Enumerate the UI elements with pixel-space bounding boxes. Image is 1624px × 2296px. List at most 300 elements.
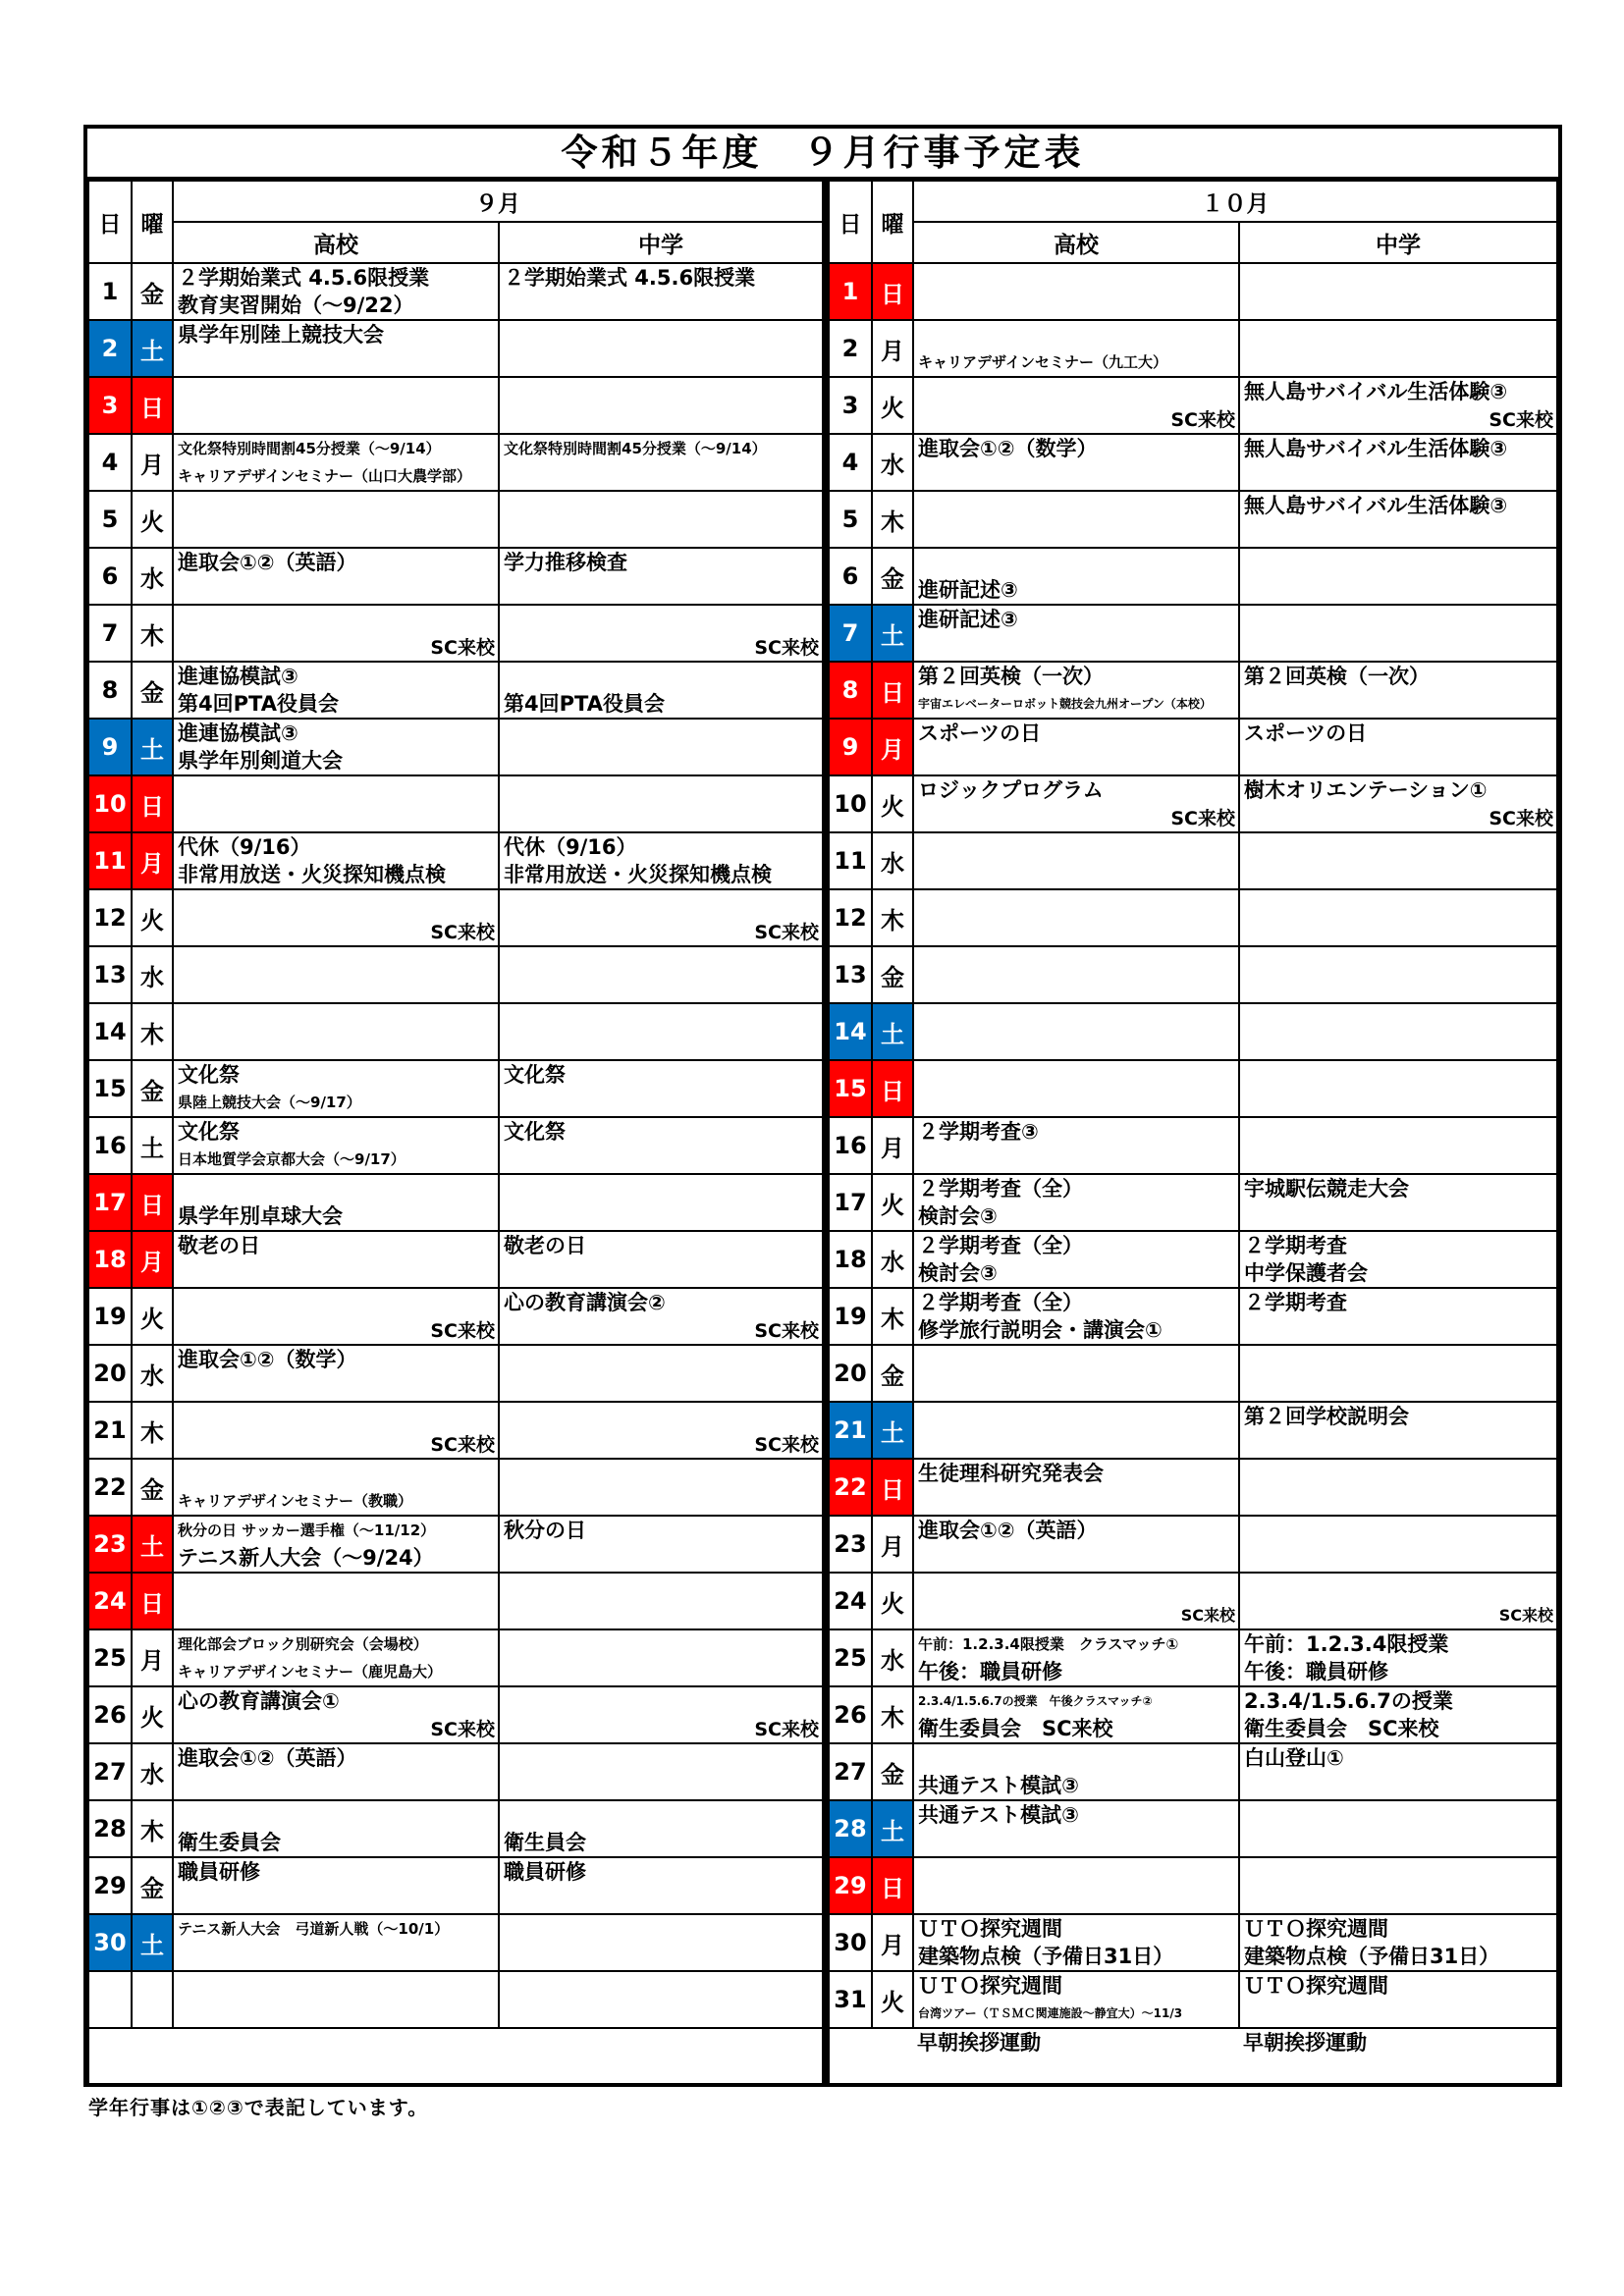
day-of-week: 木 [872, 1686, 913, 1743]
high-school-events [173, 491, 499, 548]
high-school-cell [914, 1118, 1238, 1173]
day-number: 2 [829, 320, 872, 377]
high-school-events [913, 1914, 1239, 1971]
middle-school-cell [1240, 492, 1556, 547]
day-of-week: 金 [872, 1743, 913, 1800]
day-of-week: 日 [132, 1174, 173, 1231]
event-line-2: 衛生委員会 [178, 1831, 281, 1854]
high-school-cell [174, 1517, 498, 1572]
event-line-1: 進取会①②（数学） [178, 1348, 357, 1371]
day-of-week: 金 [872, 946, 913, 1003]
schedule-sheet [83, 125, 1562, 2087]
day-of-week: 金 [132, 1459, 173, 1516]
high-school-cell [914, 1744, 1238, 1799]
day-number: 29 [88, 1857, 132, 1914]
sc-visit-label: SC来校 [1170, 808, 1235, 829]
high-school-cell [174, 549, 498, 604]
middle-school-events [499, 1629, 823, 1686]
day-number: 6 [88, 548, 132, 605]
event-line-1: 無人島サバイバル生活体験③ [1244, 380, 1508, 403]
high-school-header: 高校 [913, 222, 1239, 263]
sc-visit-label: SC来校 [754, 1434, 819, 1456]
middle-school-cell [1240, 378, 1556, 433]
day-number: 4 [88, 434, 132, 491]
table-row [829, 1345, 1557, 1402]
event-line-2: 建築物点検（予備日31日） [918, 1945, 1174, 1968]
day-of-week: 金 [132, 662, 173, 719]
table-row [829, 1857, 1557, 1914]
day-number: 28 [829, 1800, 872, 1857]
day-number: 19 [88, 1288, 132, 1345]
middle-school-events [1239, 605, 1557, 662]
middle-school-cell [1240, 1687, 1556, 1742]
high-school-events [913, 377, 1239, 434]
day-of-week: 土 [132, 320, 173, 377]
day-of-week: 木 [872, 1288, 913, 1345]
event-line-1: ＵＴＯ探究週間 [918, 1974, 1062, 1998]
table-row [88, 1914, 823, 1971]
high-school-events [913, 1629, 1239, 1686]
high-school-cell [914, 890, 1238, 945]
high-school-events [913, 1686, 1239, 1743]
high-school-cell [174, 1346, 498, 1401]
high-school-cell [174, 1858, 498, 1913]
day-number: 28 [88, 1800, 132, 1857]
footer-row [88, 2028, 823, 2085]
day-number: 1 [829, 263, 872, 320]
table-row [88, 1060, 823, 1117]
event-line-2: 非常用放送・火災探知機点検 [504, 863, 772, 886]
high-school-events [913, 946, 1239, 1003]
event-line-1: 文化祭特別時間割45分授業（～9/14） [178, 440, 441, 457]
day-of-week: 金 [132, 1060, 173, 1117]
table-row [829, 1174, 1557, 1231]
day-of-week: 月 [132, 1231, 173, 1288]
middle-school-cell [1240, 264, 1556, 319]
table-row [829, 832, 1557, 889]
table-row [829, 889, 1557, 946]
day-of-week: 日 [872, 662, 913, 719]
footnote: 学年行事は①②③で表記しています。 [88, 2096, 429, 2119]
high-school-events [173, 377, 499, 434]
event-line-2: 午後：職員研修 [918, 1660, 1062, 1683]
month-header: １０月 [913, 181, 1557, 222]
table-row [88, 1459, 823, 1516]
high-school-events [173, 1800, 499, 1857]
table-row [829, 1459, 1557, 1516]
middle-school-events [499, 605, 823, 662]
day-number: 10 [88, 775, 132, 832]
table-row [88, 1629, 823, 1686]
high-school-cell [174, 1460, 498, 1515]
middle-school-cell [500, 720, 822, 774]
event-line-1: 無人島サバイバル生活体験③ [1244, 494, 1508, 517]
middle-school-events [499, 1288, 823, 1345]
day-number: 12 [88, 889, 132, 946]
high-school-cell [914, 264, 1238, 319]
middle-school-cell [500, 1630, 822, 1685]
event-line-1: 2.3.4/1.5.6.7の授業 午後クラスマッチ② [918, 1694, 1153, 1708]
middle-school-events [499, 1345, 823, 1402]
table-row [88, 1857, 823, 1914]
day-of-week: 土 [132, 1516, 173, 1573]
table-row [829, 1971, 1557, 2028]
high-school-cell [914, 1687, 1238, 1742]
table-row [829, 377, 1557, 434]
day-of-week: 火 [132, 889, 173, 946]
day-number: 16 [88, 1117, 132, 1174]
middle-school-cell [1240, 1858, 1556, 1913]
high-school-cell [174, 1004, 498, 1059]
september-table [87, 180, 824, 2086]
table-row [829, 1743, 1557, 1800]
day-number: 7 [829, 605, 872, 662]
table-row [829, 1288, 1557, 1345]
table-row [88, 1402, 823, 1459]
table-row [829, 263, 1557, 320]
high-school-cell [914, 663, 1238, 718]
sc-visit-label: SC来校 [1170, 409, 1235, 431]
middle-school-cell [500, 1687, 822, 1742]
middle-school-events [1239, 434, 1557, 491]
high-school-events [173, 320, 499, 377]
day-of-week: 土 [872, 1003, 913, 1060]
middle-school-cell [500, 1915, 822, 1970]
footer-high-school [173, 2028, 499, 2085]
middle-school-cell [1240, 947, 1556, 1002]
table-row [88, 548, 823, 605]
table-row [829, 434, 1557, 491]
event-line-2: 日本地質学会京都大会（～9/17） [178, 1150, 406, 1168]
table-row [88, 946, 823, 1003]
table-row [88, 1971, 823, 2028]
middle-school-cell [1240, 1460, 1556, 1515]
middle-school-events [1239, 377, 1557, 434]
high-school-cell [174, 1915, 498, 1970]
event-line-2: 衛生委員会 SC来校 [1244, 1717, 1439, 1740]
high-school-cell [914, 1232, 1238, 1287]
high-school-events [173, 832, 499, 889]
event-line-1: 宇城駅伝競走大会 [1244, 1177, 1409, 1201]
middle-school-cell [1240, 1403, 1556, 1458]
middle-school-events [1239, 1800, 1557, 1857]
day-number: 13 [88, 946, 132, 1003]
high-school-cell [914, 1574, 1238, 1629]
day-number: 14 [88, 1003, 132, 1060]
day-of-week: 火 [132, 1686, 173, 1743]
sc-visit-label: SC来校 [430, 922, 495, 943]
day-number: 23 [829, 1516, 872, 1573]
high-school-events [173, 263, 499, 320]
high-school-cell [914, 492, 1238, 547]
middle-school-cell [500, 1972, 822, 2027]
event-line-1: 代休（9/16） [504, 835, 637, 859]
middle-school-events [1239, 1231, 1557, 1288]
high-school-events [913, 1231, 1239, 1288]
day-number: 3 [829, 377, 872, 434]
day-number: 22 [829, 1459, 872, 1516]
middle-school-cell [500, 1232, 822, 1287]
event-line-1: テニス新人大会 弓道新人戦（～10/1） [178, 1920, 450, 1938]
event-line-1: 第２回学校説明会 [1244, 1405, 1409, 1428]
middle-school-cell [500, 1061, 822, 1116]
high-school-events [913, 491, 1239, 548]
event-line-1: 生徒理科研究発表会 [918, 1462, 1104, 1485]
sc-visit-label: SC来校 [430, 1320, 495, 1342]
middle-school-cell [1240, 1346, 1556, 1401]
table-row [88, 719, 823, 775]
day-number: 15 [829, 1060, 872, 1117]
day-of-week: 木 [872, 889, 913, 946]
middle-school-cell [500, 1460, 822, 1515]
middle-school-events [1239, 1459, 1557, 1516]
high-school-events [913, 1459, 1239, 1516]
day-of-week: 土 [872, 605, 913, 662]
event-line-1: 秋分の日 [504, 1519, 586, 1542]
high-school-events [173, 1857, 499, 1914]
day-of-week: 木 [132, 1800, 173, 1857]
high-school-events [913, 1003, 1239, 1060]
table-row [88, 662, 823, 719]
day-number: 9 [829, 719, 872, 775]
middle-school-events [499, 719, 823, 775]
day-of-week: 火 [872, 1573, 913, 1629]
day-header: 日 [829, 181, 872, 263]
footer-high-school-text: 早朝挨拶運動 [917, 2031, 1041, 2055]
event-line-2: 進研記述③ [918, 578, 1018, 602]
table-row [88, 775, 823, 832]
middle-school-events [499, 832, 823, 889]
high-school-cell [914, 1460, 1238, 1515]
event-line-1: 午前：1.2.3.4限授業 [1244, 1632, 1449, 1656]
sc-visit-label: SC来校 [754, 1719, 819, 1740]
middle-school-events [499, 1516, 823, 1573]
day-of-week: 木 [132, 605, 173, 662]
middle-school-events [499, 1573, 823, 1629]
high-school-cell [174, 264, 498, 319]
day-number: 22 [88, 1459, 132, 1516]
event-line-1: 敬老の日 [178, 1234, 260, 1257]
high-school-cell [914, 833, 1238, 888]
middle-school-events [1239, 1686, 1557, 1743]
day-number [88, 1971, 132, 2028]
middle-school-cell [1240, 663, 1556, 718]
middle-school-cell [1240, 833, 1556, 888]
middle-school-cell [500, 1574, 822, 1629]
day-of-week: 日 [872, 1857, 913, 1914]
high-school-cell [914, 1004, 1238, 1059]
high-school-cell [914, 947, 1238, 1002]
event-line-1: 職員研修 [504, 1860, 586, 1884]
day-number: 18 [829, 1231, 872, 1288]
day-number: 11 [88, 832, 132, 889]
day-of-week: 月 [132, 434, 173, 491]
high-school-events [913, 263, 1239, 320]
high-school-events [173, 1686, 499, 1743]
event-line-1: ２学期考査（全） [918, 1291, 1083, 1314]
event-line-1: 進連協模試③ [178, 665, 298, 688]
high-school-events [173, 889, 499, 946]
event-line-1: 敬老の日 [504, 1234, 586, 1257]
high-school-cell [914, 1061, 1238, 1116]
event-line-1: 無人島サバイバル生活体験③ [1244, 437, 1508, 460]
middle-school-cell [500, 1517, 822, 1572]
event-line-2: 第4回PTA役員会 [178, 692, 339, 716]
middle-school-events [499, 434, 823, 491]
middle-school-events [1239, 1345, 1557, 1402]
high-school-cell [174, 606, 498, 661]
sc-visit-label: SC来校 [430, 1434, 495, 1456]
middle-school-cell [500, 1004, 822, 1059]
sc-visit-label: SC来校 [754, 1320, 819, 1342]
sc-visit-label: SC来校 [430, 637, 495, 659]
high-school-events [173, 1573, 499, 1629]
day-of-week: 水 [132, 548, 173, 605]
table-row [829, 1117, 1557, 1174]
event-line-1: 学力推移検査 [504, 551, 627, 574]
table-row [829, 1231, 1557, 1288]
event-line-1: ２学期考査（全） [918, 1234, 1083, 1257]
high-school-cell [174, 1118, 498, 1173]
event-line-2: 衛生委員会 SC来校 [918, 1717, 1113, 1740]
table-row [88, 1345, 823, 1402]
day-of-week [132, 1971, 173, 2028]
high-school-cell [914, 549, 1238, 604]
table-row [829, 548, 1557, 605]
middle-school-events [499, 263, 823, 320]
middle-school-events [1239, 548, 1557, 605]
day-of-week: 火 [872, 775, 913, 832]
day-number: 25 [88, 1629, 132, 1686]
day-of-week: 土 [132, 1117, 173, 1174]
middle-school-cell [500, 776, 822, 831]
middle-school-events [499, 377, 823, 434]
day-of-week: 火 [872, 1971, 913, 2028]
day-number: 4 [829, 434, 872, 491]
high-school-cell [914, 1801, 1238, 1856]
high-school-cell [914, 378, 1238, 433]
table-row [88, 1743, 823, 1800]
high-school-cell [174, 492, 498, 547]
middle-school-events [499, 1060, 823, 1117]
table-row [829, 1686, 1557, 1743]
day-of-week: 日 [132, 377, 173, 434]
high-school-cell [174, 435, 498, 490]
sc-visit-label: SC来校 [1180, 1606, 1235, 1625]
event-line-2: 共通テスト模試③ [918, 1774, 1079, 1797]
event-line-1: ＵＴＯ探究週間 [1244, 1917, 1388, 1941]
high-school-cell [914, 776, 1238, 831]
middle-school-events [1239, 889, 1557, 946]
high-school-cell [174, 720, 498, 774]
high-school-events [913, 775, 1239, 832]
middle-school-cell [500, 947, 822, 1002]
high-school-cell [174, 1687, 498, 1742]
table-row [829, 1573, 1557, 1629]
table-row [829, 1060, 1557, 1117]
middle-school-cell [500, 1403, 822, 1458]
table-row [88, 377, 823, 434]
day-header: 日 [88, 181, 132, 263]
event-line-1: 進取会①②（英語） [918, 1519, 1098, 1542]
table-row [88, 434, 823, 491]
event-line-1: ロジックプログラム [918, 778, 1104, 802]
day-number: 7 [88, 605, 132, 662]
day-of-week: 日 [872, 1459, 913, 1516]
middle-school-cell [1240, 606, 1556, 661]
high-school-events [173, 1516, 499, 1573]
middle-school-events [1239, 1003, 1557, 1060]
high-school-events [913, 719, 1239, 775]
middle-school-cell [500, 378, 822, 433]
day-number: 30 [88, 1914, 132, 1971]
table-row [88, 1516, 823, 1573]
day-of-week: 火 [872, 1174, 913, 1231]
table-row [88, 605, 823, 662]
middle-school-events [1239, 320, 1557, 377]
table-row [88, 491, 823, 548]
table-row [88, 1003, 823, 1060]
day-number: 23 [88, 1516, 132, 1573]
table-row [88, 1117, 823, 1174]
event-line-2: 教育実習開始（～9/22） [178, 294, 414, 317]
day-number: 5 [829, 491, 872, 548]
high-school-cell [914, 1630, 1238, 1685]
high-school-cell [174, 890, 498, 945]
high-school-events [913, 1117, 1239, 1174]
day-of-week: 月 [872, 1117, 913, 1174]
high-school-events [173, 1971, 499, 2028]
event-line-1: 文化祭 [504, 1063, 566, 1087]
high-school-events [173, 1231, 499, 1288]
day-number: 6 [829, 548, 872, 605]
day-of-week: 月 [872, 719, 913, 775]
day-number: 15 [88, 1060, 132, 1117]
day-of-week: 水 [872, 1629, 913, 1686]
october-section [828, 180, 1558, 2087]
day-of-week: 火 [872, 377, 913, 434]
middle-school-events [1239, 1288, 1557, 1345]
middle-school-events [1239, 1402, 1557, 1459]
middle-school-cell [500, 1801, 822, 1856]
day-of-week: 土 [872, 1402, 913, 1459]
event-line-2: キャリアデザインセミナー（教職） [178, 1492, 412, 1510]
middle-school-cell [500, 264, 822, 319]
day-number: 14 [829, 1003, 872, 1060]
september-section [87, 180, 828, 2087]
middle-school-cell [500, 1289, 822, 1344]
event-line-1: ２学期始業式 4.5.6限授業 [504, 266, 756, 290]
event-line-2: キャリアデザインセミナー（山口大農学部） [178, 467, 471, 485]
high-school-header: 高校 [173, 222, 499, 263]
day-number: 1 [88, 263, 132, 320]
middle-school-events [499, 1914, 823, 1971]
high-school-events [173, 1402, 499, 1459]
event-line-1: ２学期始業式 4.5.6限授業 [178, 266, 430, 290]
day-of-week: 月 [872, 1516, 913, 1573]
middle-school-cell [1240, 1517, 1556, 1572]
middle-school-cell [500, 1858, 822, 1913]
high-school-events [173, 946, 499, 1003]
event-line-2: 県学年別剣道大会 [178, 749, 343, 773]
event-line-1: 文化祭 [178, 1120, 240, 1144]
middle-school-cell [1240, 435, 1556, 490]
high-school-cell [174, 663, 498, 718]
day-of-week: 月 [872, 320, 913, 377]
middle-school-cell [1240, 1061, 1556, 1116]
table-row [88, 1800, 823, 1857]
high-school-cell [174, 378, 498, 433]
